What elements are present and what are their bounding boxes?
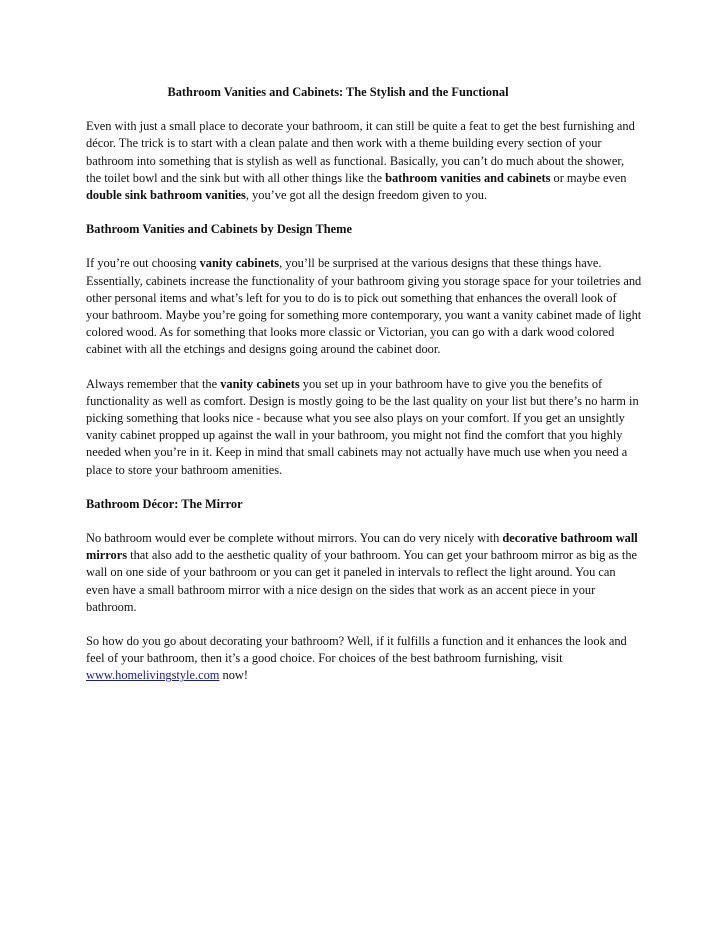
para3-text-2: you set up in your bathroom have to give you the benefits of functionality as well as comfort. Design is mostly going to be the last quality on your list but there’s no harm in picking something that looks nice - because what you see also plays on your comfort. If you get an unsightly vanity cabinet propped up against the wall in your bathroom, you might not find the comfort that you highly needed when you’re in it. Keep in mind that small cabinets may not actually have much use when you need a place to store your bathroom amenities. (86, 376, 639, 477)
intro-text-1: Even with just a small place to decorate your bathroom, it can still be quite a feat to get the best furnishing and décor. The trick is to start with a clean palate and then work with a theme building every section of your bathroom into something that is stylish as well as functional. Basically, you can’t do much about the shower, the toilet bowl and the sink but with all other things like the (86, 119, 635, 185)
para2-text-1: If you’re out choosing (86, 256, 200, 271)
para4-text-2: that also add to the aesthetic quality of your bathroom. You can get your bathroom mirror as big as the wall on one side of your bathroom or you can get it paneled in intervals to reflect the light around. You can even have a small bathroom mirror with a nice design on the sides that work as an accent piece in your bathroom. (86, 548, 638, 614)
para5-text-2: now! (219, 668, 248, 683)
section-heading-mirror: Bathroom Décor: The Mirror (86, 496, 243, 511)
para3-keyword-vanity-cabinets: vanity cabinets (220, 376, 300, 391)
intro-text-3: , you’ve got all the design freedom given to you. (245, 188, 488, 203)
para4-text-1: No bathroom would ever be complete without mirrors. You can do very nicely with (86, 531, 503, 546)
paragraph-vanity-designs (86, 255, 642, 358)
document-title: Bathroom Vanities and Cabinets: The Stylish and the Functional (167, 85, 509, 99)
para3-text-1: Always remember that the (86, 376, 221, 391)
section-heading-design-theme: Bathroom Vanities and Cabinets by Design Theme (86, 222, 352, 237)
paragraph-functionality (86, 376, 642, 479)
para2-keyword-vanity-cabinets: vanity cabinets (199, 256, 280, 271)
intro-text-2: or maybe even (550, 170, 627, 185)
para2-text-2: , you’ll be surprised at the various designs that these things have. Essentially, cabinets increase the functionality of your bathroom giving you storage space for your toiletries and other personal items and what’s left for you to do is to pick out something that enhances the overall look of your bathroom. Maybe you’re going for something more contemporary, you want a vanity cabinet made of light colored wood. As for something that looks more classic or Victorian, you can go with a dark wood colored cabinet with all the etchings and designs going around the cabinet door. (86, 256, 642, 357)
paragraph-conclusion (86, 633, 642, 685)
paragraph-mirrors (86, 530, 642, 616)
document-page (86, 84, 642, 702)
para5-text-1: So how do you go about decorating your bathroom? Well, if it fulfills a function and it enhances the look and feel of your bathroom, then it’s a good choice. For choices of the best bathroom furnishing, visit (86, 634, 627, 666)
intro-paragraph (86, 118, 642, 204)
para4-keyword-wall-mirrors: decorative bathroom wall mirrors (86, 531, 638, 563)
intro-keyword-vanities-cabinets: bathroom vanities and cabinets (385, 170, 551, 185)
intro-keyword-double-sink: double sink bathroom vanities (86, 188, 246, 203)
homelivingstyle-link[interactable]: www.homelivingstyle.com (86, 668, 220, 683)
